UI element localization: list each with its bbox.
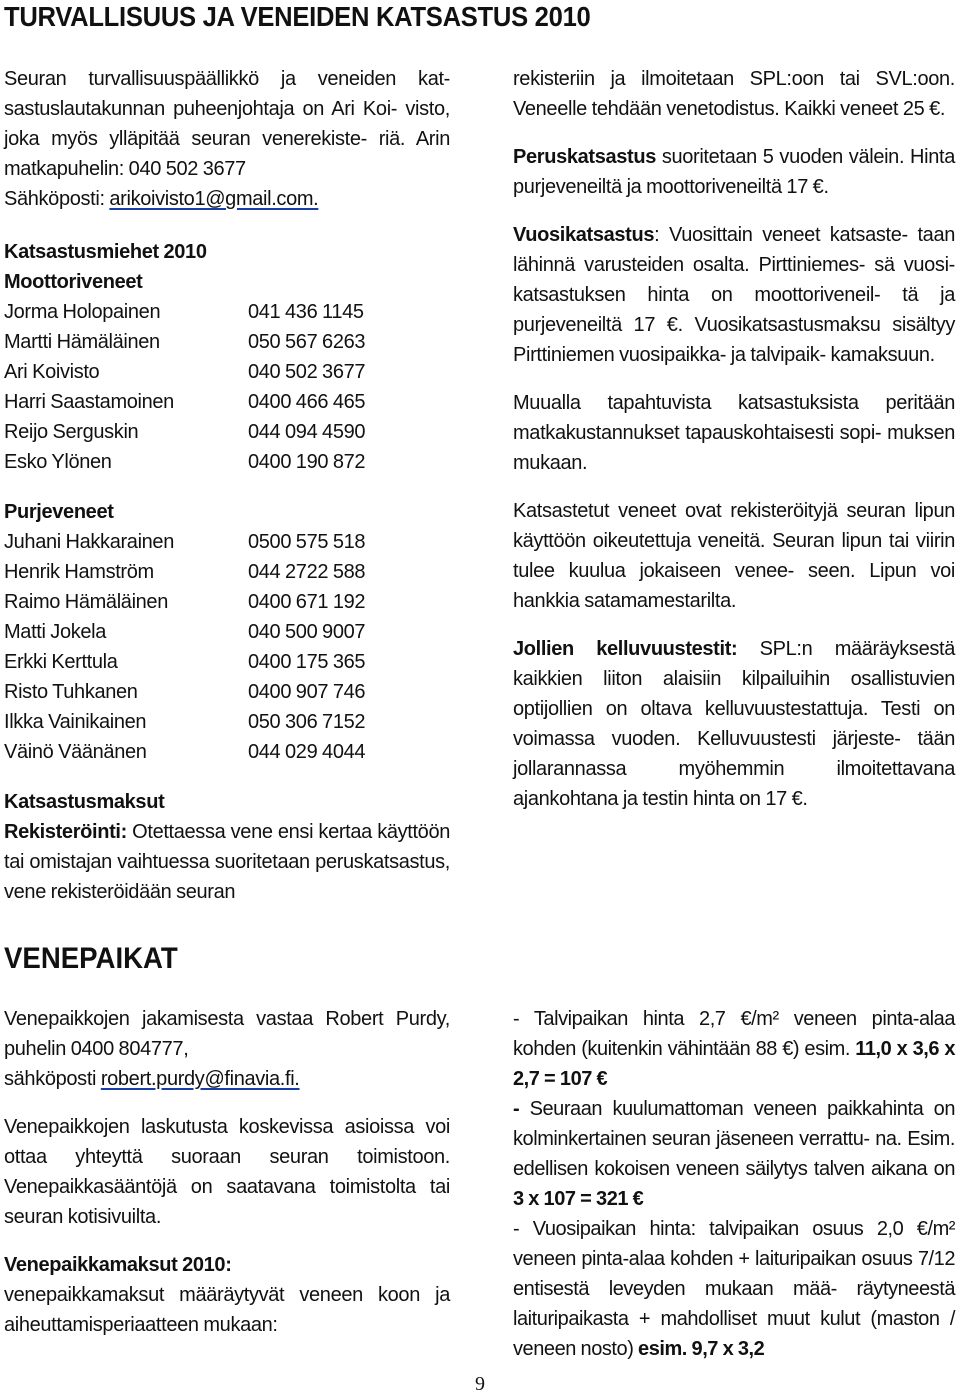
email-label: sähköposti: [4, 1068, 101, 1090]
text-line: sä vuosi-katsastuksen hinta on moottoriveneil-: [513, 254, 955, 306]
text-line: Katsastetut veneet ovat rekisteröityjä seuran: [513, 500, 906, 522]
other-inspections-paragraph: [513, 388, 955, 478]
inspector-phone: 0400 671 192: [248, 591, 366, 613]
bold-value: 3 x 107 = 321 €: [513, 1188, 644, 1210]
text-line: lipun tai viirin tulee kuulua jokaiseen venee-: [513, 530, 955, 582]
inspector-row: [4, 417, 450, 447]
non-member-berth-paragraph: [513, 1094, 955, 1214]
registration-label: Rekisteröinti:: [4, 821, 127, 843]
text-line: tai seuran kotisivuilta.: [4, 1176, 450, 1228]
inspector-name: Väinö Väänänen: [4, 741, 147, 763]
section-title-berths: VENEPAIKAT: [4, 942, 178, 975]
inspector-phone: 0400 907 746: [248, 681, 366, 703]
dinghy-buoyancy-paragraph: [513, 634, 955, 814]
inspector-phone: 050 306 7152: [248, 711, 366, 733]
text-line: ajankohtana ja testin hinta on 17 €.: [513, 788, 808, 810]
text-line: on kolminkertainen seuran jäseneen verrattu-: [513, 1098, 955, 1150]
inspectors-heading: Katsastusmiehet 2010: [4, 241, 207, 263]
left-column-berths: [4, 1004, 450, 1340]
inspector-name: Henrik Hamström: [4, 561, 154, 583]
text-line: Venepaikkojen laskutusta koskevissa asioissa: [4, 1116, 415, 1138]
inspector-row: [4, 557, 450, 587]
text-line: suoritetaan 5 vuoden välein.: [655, 146, 905, 168]
inspector-name: Esko Ylönen: [4, 451, 112, 473]
inspector-phone: 040 500 9007: [248, 621, 366, 643]
basic-inspection-label: Peruskatsastus: [513, 146, 656, 168]
intro-line: riä. Arin matkapuhelin: 040 502 3677: [4, 128, 450, 180]
text-line: kamaksuun.: [830, 344, 935, 366]
inspector-name: Erkki Kerttula: [4, 651, 118, 673]
motorboats-heading: Moottoriveneet: [4, 271, 143, 293]
text-line: rekisteriin ja ilmoitetaan SPL:oon tai SVL:oon.: [513, 68, 955, 90]
annual-inspection-label: Vuosikatsastus: [513, 224, 655, 246]
inspector-row: [4, 387, 450, 417]
inspector-name: Ari Koivisto: [4, 361, 100, 383]
intro-line: sastuslautakunnan puheenjohtaja on Ari Koi-: [4, 98, 398, 120]
inspector-name: Ilkka Vainikainen: [4, 711, 147, 733]
inspector-row: [4, 677, 450, 707]
inspector-row: [4, 617, 450, 647]
text-line: venepaikkamaksut määräytyvät veneen koon: [4, 1284, 420, 1306]
left-column-safety: [4, 64, 450, 907]
berth-billing-paragraph: [4, 1112, 450, 1232]
text-line: tään jollarannassa myöhemmin ilmoitettavana: [513, 728, 955, 780]
inspector-phone: 0500 575 518: [248, 531, 366, 553]
text-line: na. Esim. edellisen kokoisen veneen säilytys: [513, 1128, 955, 1180]
text-line: kohden (kuitenkin vähintään 88 €) esim.: [513, 1038, 856, 1060]
text-line: lipun käyttöön oikeutettuja veneitä. Seuran: [513, 500, 955, 552]
dinghy-buoyancy-label: Jollien kelluvuustestit:: [513, 638, 738, 660]
inspector-name: Jorma Holopainen: [4, 301, 161, 323]
inspector-row: [4, 357, 450, 387]
berth-email-line: [4, 1064, 450, 1094]
inspector-name: Harri Saastamoinen: [4, 391, 174, 413]
inspector-name: Reijo Serguskin: [4, 421, 139, 443]
inspector-phone: 044 094 4590: [248, 421, 366, 443]
inspector-row: [4, 707, 450, 737]
text-line: Hinta purjeveneiltä ja moottoriveneiltä 17 €.: [513, 146, 955, 198]
bold-value: 11,0: [855, 1038, 892, 1060]
text-line: - Vuosipaikan hinta: talvipaikan osuus 2,0: [513, 1218, 904, 1240]
inspector-phone: 0400 466 465: [248, 391, 366, 413]
inspector-name: Martti Hämäläinen: [4, 331, 160, 353]
text-line: €/m² veneen pinta-alaa kohden + laituripaikan: [513, 1218, 955, 1270]
text-line: osuus 7/12 entisestä leveyden mukaan mää-: [513, 1248, 955, 1300]
inspector-phone: 044 029 4044: [248, 741, 366, 763]
bold-value: -: [513, 1098, 520, 1120]
text-line: seen. Lipun voi hankkia satamamestarilta.: [513, 560, 955, 612]
text-line: taan lähinnä varusteiden osalta. Pirttiniemes-: [513, 224, 955, 276]
winter-berth-paragraph: [513, 1004, 955, 1094]
inspector-row: [4, 297, 450, 327]
club-flag-paragraph: [513, 496, 955, 616]
inspector-phone: 041 436 1145: [248, 301, 364, 323]
intro-line: Seuran turvallisuuspäällikkö ja veneiden kat-: [4, 68, 450, 90]
bold-value: x 3,6 x 2,7 = 107 €: [513, 1038, 956, 1090]
text-line: Purdy, puhelin 0400 804777,: [4, 1008, 450, 1060]
sailboats-heading: Purjeveneet: [4, 501, 114, 523]
text-line: räytyneestä laituripaikasta + mahdolliset muut: [513, 1278, 955, 1330]
inspector-row: [4, 737, 450, 767]
berth-allocation-paragraph: [4, 1004, 450, 1064]
inspector-phone: 0400 175 365: [248, 651, 366, 673]
text-line: kaikkien liiton alaisiin kilpailuihin osallistuvien: [513, 668, 955, 690]
inspector-phone: 050 567 6263: [248, 331, 366, 353]
page-number: 9: [475, 1373, 485, 1395]
text-line: ja aiheuttamisperiaatteen mukaan:: [4, 1284, 450, 1336]
text-line: Veneelle tehdään venetodistus. Kaikki veneet: [513, 98, 899, 120]
text-line: : Vuosittain veneet katsaste-: [654, 224, 908, 246]
inspector-name: Raimo Hämäläinen: [4, 591, 168, 613]
inspector-row: [4, 327, 450, 357]
text-line: matkakustannukset tapauskohtaisesti sopi-: [513, 422, 882, 444]
inspector-row: [4, 527, 450, 557]
email-link[interactable]: arikoivisto1@gmail.com.: [109, 188, 319, 210]
annual-berth-paragraph: [513, 1214, 955, 1364]
right-column-safety: [513, 64, 955, 814]
registration-line: Otettaessa vene ensi kertaa: [126, 821, 372, 843]
text-line: 25 €.: [902, 98, 946, 120]
inspector-phone: 0400 190 872: [248, 451, 366, 473]
text-line: talven aikana on: [813, 1158, 956, 1180]
registration-continued-paragraph: [513, 64, 955, 124]
page-title: TURVALLISUUS JA VENEIDEN KATSASTUS 2010: [4, 1, 591, 32]
inspector-row: [4, 447, 450, 477]
text-line: on voimassa vuoden. Kelluvuustesti järjeste-: [513, 698, 955, 750]
basic-inspection-paragraph: [513, 142, 955, 202]
registration-line: peruskatsastus, vene rekisteröidään seuran: [4, 851, 450, 903]
inspector-name: Juhani Hakkarainen: [4, 531, 174, 553]
intro-paragraph: [4, 64, 450, 184]
text-line: sisältyy Pirttiniemen vuosipaikka- ja talvipaik-: [513, 314, 955, 366]
text-line: optijollien on oltava kelluvuustestattuja. Testi: [513, 698, 921, 720]
right-column-berths: [513, 1004, 955, 1364]
email-link[interactable]: robert.purdy@finavia.fi.: [100, 1068, 300, 1090]
inspector-phone: 044 2722 588: [248, 561, 366, 583]
bold-value: esim. 9,7 x 3,2: [638, 1338, 765, 1360]
inspection-fees-heading: Katsastusmaksut: [4, 791, 165, 813]
text-line: Venepaikkasääntöjä on saatavana toimistolta: [4, 1176, 416, 1198]
text-line: SPL:n määräyksestä: [737, 638, 955, 660]
text-line: kulut (maston / veneen nosto): [513, 1308, 955, 1360]
inspector-row: [4, 647, 450, 677]
motorboat-inspectors-list: [4, 297, 450, 477]
berth-fees-heading: Venepaikkamaksut 2010:: [4, 1254, 232, 1276]
inspector-phone: 040 502 3677: [248, 361, 366, 383]
annual-inspection-paragraph: [513, 220, 955, 370]
registration-line: käyttöön tai omistajan vaihtuessa suoritetaan: [4, 821, 450, 873]
text-line: Seuraan kuulumattoman veneen paikkahinta: [519, 1098, 924, 1120]
sailboat-inspectors-list: [4, 527, 450, 767]
inspector-row: [4, 587, 450, 617]
text-line: muksen mukaan.: [513, 422, 955, 474]
text-line: voi ottaa yhteyttä suoraan seuran toimistoon.: [4, 1116, 450, 1168]
text-line: tä ja purjeveneiltä 17 €. Vuosikatsastusmaksu: [513, 284, 955, 336]
text-line: - Talvipaikan hinta 2,7 €/m² veneen pinta-alaa: [513, 1008, 955, 1030]
email-label: Sähköposti:: [4, 188, 105, 210]
intro-line: visto, joka myös ylläpitää seuran venerekiste-: [4, 98, 450, 150]
registration-paragraph: [4, 817, 450, 907]
text-line: Muualla tapahtuvista katsastuksista peritään: [513, 392, 955, 414]
berth-fees-paragraph: [4, 1280, 450, 1340]
email-line: [4, 184, 450, 214]
text-line: Venepaikkojen jakamisesta vastaa Robert: [4, 1008, 384, 1030]
inspector-name: Risto Tuhkanen: [4, 681, 138, 703]
inspector-name: Matti Jokela: [4, 621, 107, 643]
